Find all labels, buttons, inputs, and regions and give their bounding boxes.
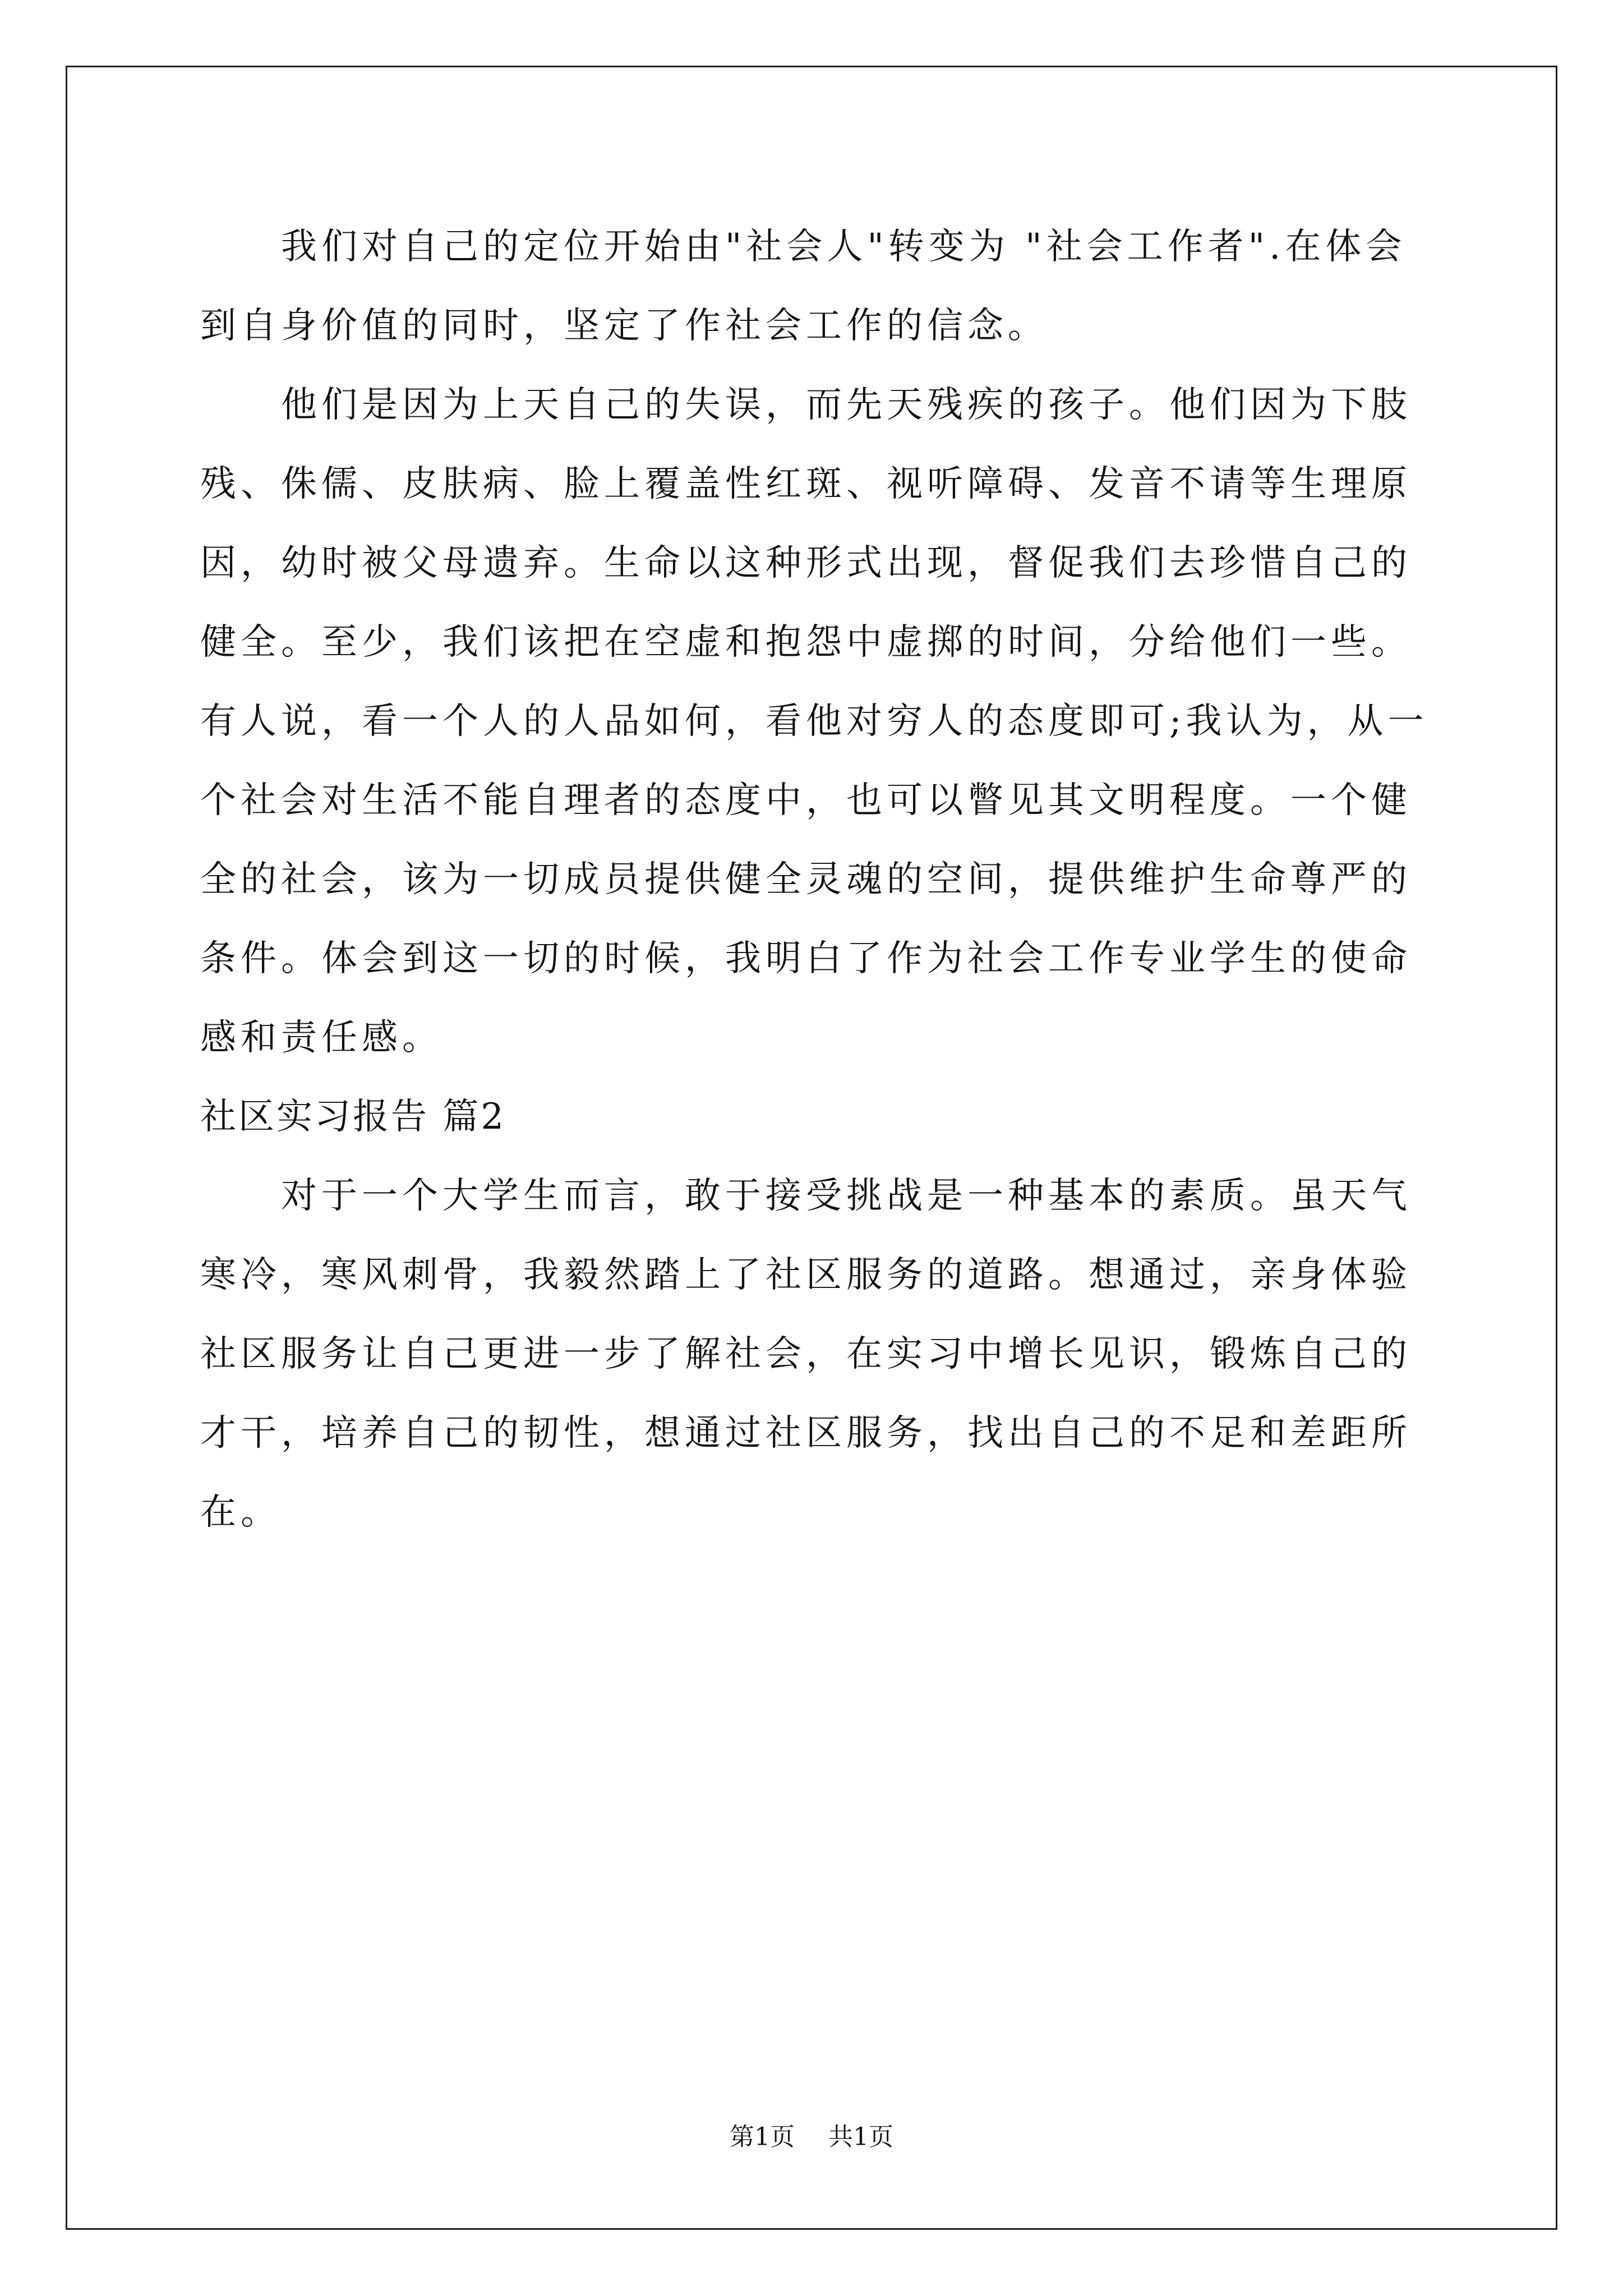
paragraph-line: 因，幼时被父母遗弃。生命以这种形式出现，督促我们去珍惜自己的 (200, 542, 1412, 584)
paragraph-line: 条件。体会到这一切的时候，我明白了作为社会工作专业学生的使命 (200, 938, 1412, 979)
paragraph-line: 感和责任感。 (200, 1017, 442, 1059)
paragraph (200, 1157, 1428, 1552)
paragraph-line: 才干，培养自己的韧性，想通过社区服务，找出自己的不足和差距所 (200, 1412, 1412, 1454)
section-heading: 社区实习报告 篇2 (200, 1096, 506, 1138)
document-body (200, 208, 1428, 1552)
paragraph (200, 208, 1428, 366)
paragraph-line: 健全。至少，我们该把在空虚和抱怨中虚掷的时间，分给他们一些。 (200, 622, 1412, 663)
paragraph-line: 到自身价值的同时，坚定了作社会工作的信念。 (200, 305, 1048, 347)
paragraph-line: 社区服务让自己更进一步了解社会，在实习中增长见识，锻炼自己的 (200, 1333, 1412, 1375)
paragraph (200, 366, 1428, 1078)
paragraph-line: 有人说，看一个人的人品如何，看他对穷人的态度即可;我认为，从一 (200, 701, 1428, 742)
paragraph-line: 全的社会，该为一切成员提供健全灵魂的空间，提供维护生命尊严的 (200, 859, 1412, 900)
page-footer (0, 2120, 1623, 2154)
paragraph-line: 残、侏儒、皮肤病、脸上覆盖性红斑、视听障碍、发音不请等生理原 (200, 463, 1412, 505)
paragraph-line: 他们是因为上天自己的失误，而先天残疾的孩子。他们因为下肢 (281, 384, 1412, 426)
paragraph-line: 我们对自己的定位开始由"社会人"转变为 "社会工作者".在体会 (281, 226, 1407, 268)
paragraph-line: 寒冷，寒风刺骨，我毅然踏上了社区服务的道路。想通过，亲身体验 (200, 1254, 1412, 1296)
paragraph-line: 对于一个大学生而言，敢于接受挑战是一种基本的素质。虽天气 (281, 1175, 1412, 1217)
paragraph-line: 个社会对生活不能自理者的态度中，也可以瞥见其文明程度。一个健 (200, 780, 1412, 821)
page-number: 第1页 (730, 2123, 795, 2151)
page-total: 共1页 (828, 2123, 893, 2151)
paragraph-line: 在。 (200, 1492, 281, 1533)
